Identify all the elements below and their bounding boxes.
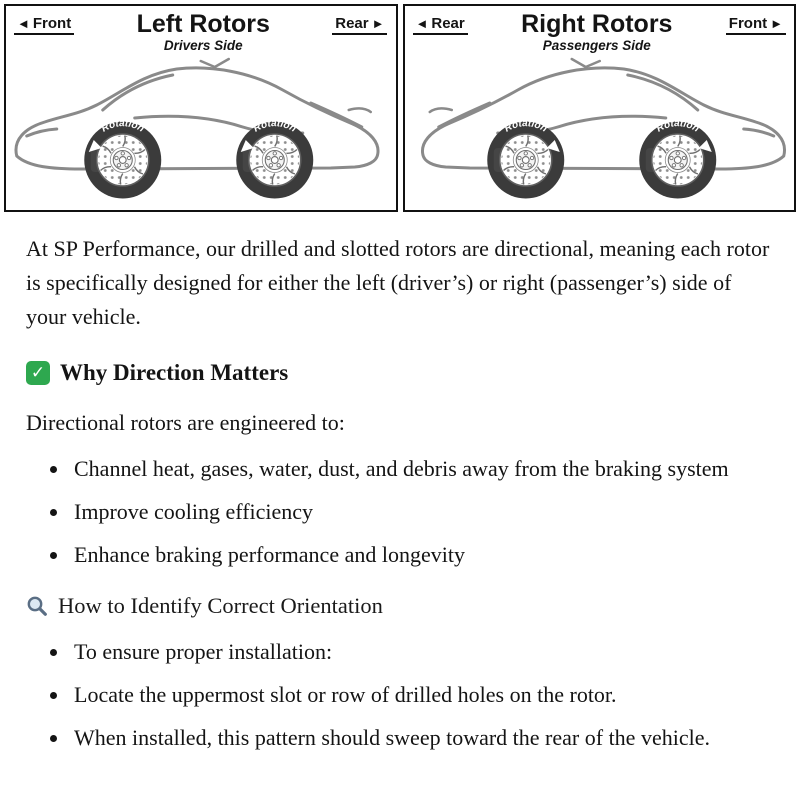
front-direction-label <box>726 15 786 35</box>
why-direction-matters-heading <box>26 360 774 386</box>
magnifier-icon <box>26 595 48 617</box>
engineered-lead-text: Directional rotors are engineered to: <box>26 410 345 436</box>
left-panel-header <box>6 6 396 53</box>
rotation-label: Rotation <box>251 118 298 135</box>
car-body-right <box>422 59 784 169</box>
list-item: • Channel heat, gases, water, dust, and debris away from the braking system <box>70 452 774 485</box>
list-item: • Locate the uppermost slot or row of drilled holes on the rotor. <box>70 678 774 711</box>
list-item: • When installed, this pattern should sweep toward the rear of the vehicle. <box>70 721 774 754</box>
identify-orientation-heading <box>26 593 774 619</box>
heading-text: How to Identify Correct Orientation <box>58 593 383 619</box>
list-item: • Enhance braking performance and longevity <box>70 538 774 571</box>
right-panel-header <box>405 6 795 53</box>
rotation-label: Rotation <box>99 118 146 135</box>
panel-title: Right Rotors <box>521 10 673 38</box>
green-check-icon: ✓ <box>26 361 50 385</box>
arrow-right-icon: ► <box>371 16 385 31</box>
car-illustration-right <box>405 56 795 208</box>
identify-bullet-list <box>26 635 774 754</box>
right-rotors-panel <box>403 4 797 212</box>
car-body-left <box>16 59 378 169</box>
front-label-text: Front <box>32 15 72 32</box>
arrow-left-icon: ◄ <box>415 16 429 31</box>
arrow-right-icon: ► <box>770 16 783 31</box>
left-rotors-panel <box>4 4 398 212</box>
front-direction-label <box>14 15 74 35</box>
rotation-label: Rotation <box>502 118 549 135</box>
arrow-left-icon: ◄ <box>17 16 30 31</box>
left-panel-title-block <box>137 11 270 53</box>
panel-subtitle: Drivers Side <box>163 38 243 54</box>
rear-direction-label <box>332 15 387 35</box>
right-panel-title-block <box>521 11 672 53</box>
rear-label-text: Rear <box>335 15 369 32</box>
article-body <box>0 212 800 790</box>
car-illustration-left <box>6 56 396 208</box>
why-bullet-list <box>26 452 774 571</box>
panel-subtitle: Passengers Side <box>542 38 651 54</box>
intro-paragraph: At SP Performance, our drilled and slotted rotors are directional, meaning each rotor is specifically designed for either the left (driver’s) or right (passenger’s) side of your vehicle. <box>26 236 770 330</box>
heading-text: Why Direction Matters <box>60 360 289 386</box>
list-item: • Improve cooling efficiency <box>70 495 774 528</box>
rear-direction-label <box>413 15 468 35</box>
rear-label-text: Rear <box>431 15 465 32</box>
rotor-direction-diagram <box>0 0 800 212</box>
rotation-label: Rotation <box>654 118 701 135</box>
list-item: • To ensure proper installation: <box>70 635 774 668</box>
front-label-text: Front <box>728 15 768 32</box>
panel-title: Left Rotors <box>136 10 270 38</box>
